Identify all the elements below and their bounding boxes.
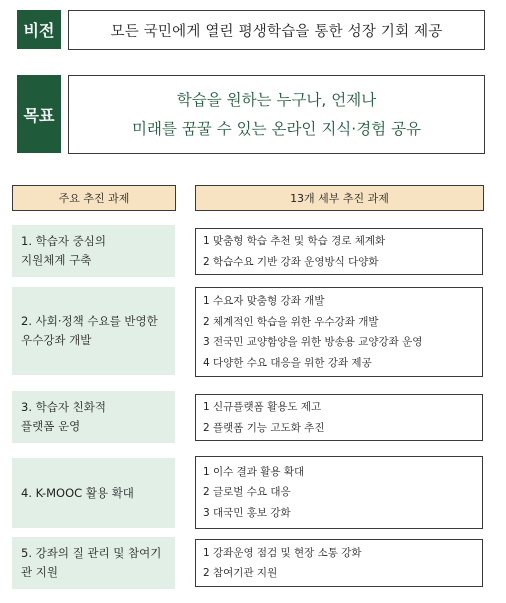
sub-task-item: 4 다양한 수요 대응을 위한 강좌 제공 [203,356,372,369]
sub-task-item: 2 참여기관 지원 [203,567,278,579]
sub-tasks-1 [195,228,483,275]
goal-line-2: 미래를 꿈꿀 수 있는 온라인 지식·경험 공유 [131,119,422,138]
sub-task-item: 1 이수 결과 활용 확대 [203,465,305,478]
sub-task-item: 1 수요자 맞춤형 강좌 개발 [203,295,325,307]
main-task-4-text: 4. K-MOOC 활용 확대 [21,485,134,500]
sub-task-item: 1 맞춤형 학습 추천 및 학습 경로 체계화 [203,235,386,247]
header-main-tasks-text: 주요 추진 과제 [58,192,130,205]
main-task-1 [12,225,175,277]
goal-text [132,86,421,144]
sub-tasks-3 [195,394,483,441]
sub-task-item: 2 학습수요 기반 강좌 운영방식 다양화 [203,255,379,268]
header-main-tasks [12,185,176,211]
sub-task-item: 3 대국민 홍보 강화 [203,506,291,519]
header-sub-tasks-text: 13개 세부 추진 과제 [290,192,389,205]
sub-tasks-2 [195,287,483,377]
main-task-3 [12,391,175,443]
goal-box [68,75,485,154]
sub-tasks-5 [195,539,483,587]
main-task-2-text: 2. 사회·정책 수요를 반영한 우수강좌 개발 [21,314,158,347]
sub-task-item: 2 체계적인 학습을 위한 우수강좌 개발 [203,315,379,328]
main-task-5-text: 5. 강좌의 질 관리 및 참여기 관 지원 [21,546,162,579]
main-task-5 [12,537,175,589]
sub-task-item: 1 신규플랫폼 활용도 제고 [203,401,322,413]
header-sub-tasks [195,185,484,211]
sub-tasks-4 [195,456,483,529]
vision-label-text: 비전 [23,21,55,40]
vision-box [68,10,485,50]
vision-text: 모든 국민에게 열린 평생학습을 통한 성장 기회 제공 [110,23,443,40]
goal-label [17,75,61,153]
goal-line-1: 학습을 원하는 누구나, 언제나 [176,90,377,109]
main-task-1-text: 1. 학습자 중심의 지원체계 구축 [21,234,106,267]
goal-label-text: 목표 [23,105,55,125]
vision-label [17,10,61,49]
sub-task-item: 3 전국민 교양함양을 위한 방송용 교양강좌 운영 [203,336,423,348]
sub-task-item: 2 글로벌 수요 대응 [203,486,291,499]
main-task-2 [12,287,175,375]
sub-task-item: 2 플랫폼 기능 고도화 추진 [203,421,325,434]
main-task-4 [12,458,175,528]
main-task-3-text: 3. 학습자 친화적 플랫폼 운영 [21,400,106,433]
sub-task-item: 1 강좌운영 점검 및 현장 소통 강화 [203,546,362,559]
